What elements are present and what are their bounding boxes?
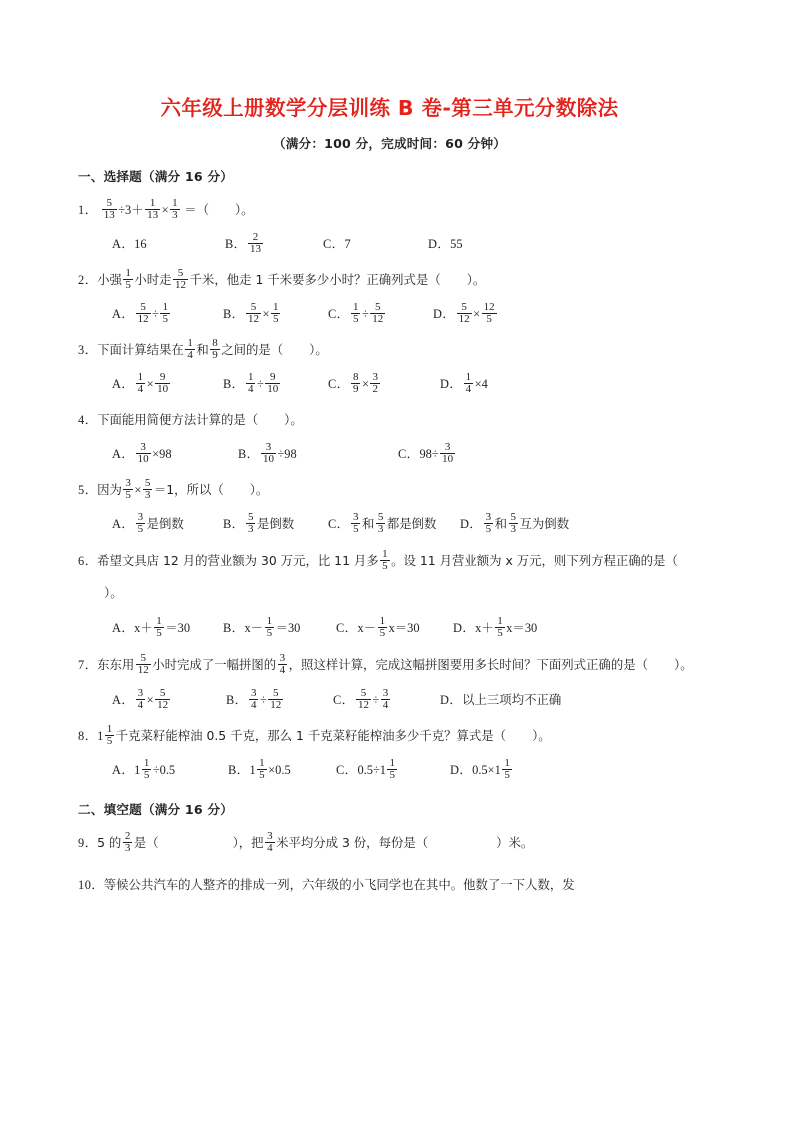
question-dot: ．	[91, 877, 104, 892]
operator: ÷	[259, 692, 267, 707]
question-text: 等候公共汽车的人整齐的排成一列，六年级的小飞同学也在其中。他数了一下人数，发	[103, 876, 575, 892]
fraction: $\frac{5}{12}$	[372, 300, 384, 325]
fraction: $\frac{1}{5}$	[125, 266, 131, 291]
whole-number: 1	[97, 728, 104, 743]
fraction: $\frac{9}{10}$	[157, 370, 169, 395]
question-text: 米平均分成 3 份，每份是（	[276, 834, 429, 850]
question-10	[78, 870, 701, 900]
option-c[interactable]: C．x－ $\frac{1}{5}$ x＝30	[336, 614, 420, 639]
fraction: $\frac{5}{12}$	[137, 300, 149, 325]
fraction: $\frac{3}{5}$	[137, 510, 144, 535]
question-number: 5	[78, 482, 85, 497]
answer-blank-close: ）。	[234, 202, 254, 217]
question-text: 因为	[97, 481, 122, 497]
page-title: 六年级上册数学分层训练 B 卷-第三单元分数除法	[160, 96, 619, 120]
exam-meta-subtitle: （满分：100 分，完成时间：60 分钟）	[272, 135, 507, 151]
question-text: ），把	[232, 834, 264, 850]
operator: ＝30	[165, 620, 191, 635]
fraction: $\frac{1}{5}$	[272, 300, 279, 325]
question-text: ）。	[249, 481, 269, 497]
question-5-options	[78, 509, 701, 539]
option-c[interactable]: C．98÷ $\frac{3}{10}$	[398, 440, 454, 465]
question-text[interactable]: ，照这样计算，完成这幅拼图要用多长时间？下面列式正确的是（	[288, 656, 648, 672]
operator: ×	[262, 306, 270, 321]
question-text: 小时完成了一幅拼图的	[152, 656, 277, 672]
option-b[interactable]: B．1 $\frac{1}{5}$ ×0.5	[228, 756, 291, 781]
option-text: 以上三项均不正确	[462, 691, 562, 707]
option-a[interactable]: A． $\frac{5}{12}$ ÷ $\frac{1}{5}$	[112, 300, 168, 325]
question-1-options	[78, 229, 701, 259]
operator: ÷	[361, 306, 369, 321]
option-d[interactable]: D．0.5×1 $\frac{1}{5}$	[450, 756, 510, 781]
fraction: $\frac{3}{2}$	[372, 370, 378, 395]
question-8	[78, 721, 701, 751]
option-b[interactable]: B． $\frac{1}{4}$ ÷ $\frac{9}{10}$	[223, 370, 279, 395]
question-dot: ．	[84, 728, 98, 743]
option-a[interactable]: A． $\frac{3}{10}$ ×98	[112, 440, 172, 465]
fraction: $\frac{1}{4}$	[465, 370, 472, 395]
fraction: $\frac{1}{4}$	[187, 336, 193, 361]
fraction: $\frac{1}{5}$	[266, 614, 273, 639]
fraction: $\frac{3}{4}$	[250, 686, 257, 711]
fraction: $\frac{3}{5}$	[125, 476, 131, 501]
option-a[interactable]: A．1 $\frac{1}{5}$ ÷0.5	[112, 756, 176, 781]
question-6	[78, 545, 701, 609]
fraction: $\frac{5}{12}$	[157, 686, 169, 711]
fraction: $\frac{1}{5}$	[143, 756, 150, 781]
fraction: $\frac{12}{5}$	[483, 300, 495, 325]
option-d[interactable]: D． $\frac{5}{12}$ × $\frac{12}{5}$	[433, 300, 495, 325]
question-number: 10	[78, 877, 92, 892]
fraction: $\frac{5}{3}$	[377, 510, 384, 535]
fraction: $\frac{1}{5}$	[379, 614, 386, 639]
operator: ×	[361, 376, 369, 391]
operator: ÷0.5	[152, 762, 176, 777]
fraction: $\frac{3}{10}$	[137, 440, 149, 465]
option-c[interactable]: C． $\frac{1}{5}$ ÷ $\frac{5}{12}$	[328, 300, 384, 325]
question-text[interactable]: 千克菜籽能榨油 0.5 千克，那么 1 千克菜籽能榨油多少千克？算式是（	[115, 727, 507, 743]
answer-blank-open[interactable]: ＝（	[184, 202, 209, 217]
fraction: $\frac{3}{5}$	[352, 510, 359, 535]
option-a[interactable]: A． $\frac{3}{4}$ × $\frac{5}{12}$	[112, 686, 169, 711]
operator: 0.5÷1	[357, 762, 386, 777]
operator: 98÷	[419, 446, 439, 461]
question-number: 9	[78, 835, 85, 850]
fraction: $\frac{1}{5}$	[504, 756, 510, 781]
question-text: ）米。	[496, 834, 534, 850]
option-d[interactable]: D．以上三项均不正确	[440, 691, 562, 707]
question-7-options	[78, 685, 701, 715]
option-b[interactable]: B． $\frac{5}{3}$ 是倒数	[223, 510, 295, 535]
whole-number: 1	[134, 762, 141, 777]
fraction: $\frac{3}{4}$	[382, 686, 389, 711]
option-text: 是倒数	[256, 515, 295, 531]
section-heading-fill-blank: 二、填空题（满分 16 分）	[78, 801, 234, 817]
operator: 0.5×1	[472, 762, 501, 777]
question-8-options	[78, 755, 701, 785]
question-dot: ．	[84, 342, 98, 357]
operator: ÷	[152, 306, 159, 321]
option-c[interactable]: C． $\frac{5}{12}$ ÷ $\frac{3}{4}$	[333, 686, 389, 711]
question-number: 2	[78, 272, 85, 287]
question-text[interactable]: 。设 11 月营业额为 x 万元，则下列方程正确的是（	[391, 552, 678, 568]
question-text: ）。	[104, 584, 123, 600]
fraction: $\frac{5}{12}$	[175, 266, 187, 291]
question-number: 1	[78, 202, 85, 217]
question-number: 8	[78, 728, 85, 743]
fraction: $\frac{2}{3}$	[124, 829, 131, 854]
operator: ×	[473, 306, 481, 321]
option-d[interactable]: D．55	[428, 236, 463, 251]
question-text[interactable]: 千米，他走 1 千米要多少小时？正确列式是（	[189, 271, 441, 287]
fraction: $\frac{5}{12}$	[270, 686, 282, 711]
fraction: $\frac{1}{4}$	[247, 370, 254, 395]
option-c[interactable]: C． $\frac{3}{5}$ 和 $\frac{5}{3}$ 都是倒数	[328, 510, 437, 535]
operator: ×	[161, 202, 169, 217]
fraction: $\frac{3}{4}$	[267, 829, 273, 854]
option-a[interactable]: A．16	[112, 236, 147, 251]
option-d[interactable]: D． $\frac{3}{5}$ 和 $\frac{5}{3}$ 互为倒数	[460, 510, 570, 535]
operator: ×	[146, 692, 154, 707]
question-6-options	[78, 613, 701, 643]
question-text: 5 的	[97, 834, 122, 850]
fraction: $\frac{1}{5}$	[259, 756, 265, 781]
option-b[interactable]: B． $\frac{5}{12}$ × $\frac{1}{5}$	[223, 300, 279, 325]
question-text: ）。	[674, 656, 693, 672]
fraction: $\frac{9}{10}$	[267, 370, 279, 395]
option-b[interactable]: B． $\frac{3}{10}$ ÷98	[238, 440, 297, 465]
option-a[interactable]: A．x＋ $\frac{1}{5}$ ＝30	[112, 614, 191, 639]
operator: ×98	[152, 446, 172, 461]
option-text: 互为倒数	[519, 515, 570, 531]
question-4	[78, 405, 701, 435]
option-d[interactable]: D．x＋ $\frac{1}{5}$ x＝30	[453, 614, 538, 639]
option-c[interactable]: C．0.5÷1 $\frac{1}{5}$	[336, 756, 395, 781]
option-text: 和	[494, 515, 508, 531]
fraction: $\frac{8}{9}$	[212, 336, 218, 361]
question-2	[78, 265, 701, 295]
option-text: 都是倒数	[386, 515, 437, 531]
question-number: 4	[78, 412, 85, 427]
fraction: $\frac{3}{5}$	[485, 510, 492, 535]
fraction: $\frac{5}{12}$	[247, 300, 259, 325]
operator: ÷3＋	[118, 202, 144, 217]
question-number: 7	[78, 657, 85, 672]
question-dot: ．	[84, 553, 98, 568]
question-5	[78, 475, 701, 505]
question-1	[78, 195, 701, 225]
fraction: $\frac{1}{5}$	[352, 300, 359, 325]
option-text: 和	[361, 515, 375, 531]
option-a[interactable]: A． $\frac{3}{5}$ 是倒数	[112, 510, 184, 535]
operator: x＋	[134, 620, 153, 635]
option-c[interactable]: C．7	[323, 236, 351, 251]
question-text[interactable]: 之间的是（	[221, 341, 284, 357]
operator: ×	[146, 376, 154, 391]
operator: ×	[134, 482, 142, 497]
option-b[interactable]: B． $\frac{2}{13}$	[225, 230, 261, 255]
fraction: $\frac{1}{13}$	[147, 196, 159, 221]
option-d[interactable]: D． $\frac{1}{4}$ ×4	[440, 370, 488, 395]
question-number: 3	[78, 342, 85, 357]
question-number: 6	[78, 553, 85, 568]
question-4-options	[78, 439, 701, 469]
question-2-options	[78, 299, 701, 329]
question-text: 小强	[97, 271, 122, 287]
fraction: $\frac{1}{5}$	[162, 300, 168, 325]
fraction: $\frac{1}{5}$	[382, 547, 388, 572]
question-dot: ．	[84, 482, 98, 497]
fraction: $\frac{3}{4}$	[137, 686, 144, 711]
whole-number: 1	[249, 762, 256, 777]
fraction: $\frac{5}{3}$	[247, 510, 254, 535]
option-text: 是倒数	[146, 515, 184, 531]
question-text: 东东用	[97, 656, 135, 672]
section-heading-choice: 一、选择题（满分 16 分）	[78, 168, 234, 184]
operator: ÷98	[277, 446, 297, 461]
option-a[interactable]: A． $\frac{1}{4}$ × $\frac{9}{10}$	[112, 370, 169, 395]
question-text: 是（	[133, 834, 159, 850]
question-3	[78, 335, 701, 365]
operator: x－	[357, 620, 377, 635]
fraction: $\frac{5}{3}$	[144, 476, 151, 501]
fraction: $\frac{1}{5}$	[497, 614, 503, 639]
operator: x＝30	[388, 620, 420, 635]
fraction: $\frac{5}{13}$	[103, 196, 115, 221]
question-dot: ．	[84, 202, 98, 217]
fraction: $\frac{1}{3}$	[172, 196, 178, 221]
question-dot: ．	[84, 412, 98, 427]
operator: x＝30	[506, 620, 538, 635]
operator: x－	[244, 620, 264, 635]
operator: ＝30	[275, 620, 301, 635]
question-dot: ．	[84, 657, 98, 672]
fraction: $\frac{5}{3}$	[510, 510, 517, 535]
question-text[interactable]: 下面能用简便方法计算的是（	[97, 411, 259, 427]
fraction: $\frac{3}{10}$	[262, 440, 274, 465]
fraction: $\frac{5}{12}$	[357, 686, 369, 711]
operator: x＋	[475, 620, 494, 635]
fraction: $\frac{5}{12}$	[458, 300, 470, 325]
fraction: $\frac{3}{4}$	[279, 651, 286, 676]
operator: ÷	[256, 376, 264, 391]
fraction: $\frac{2}{13}$	[249, 230, 261, 255]
fraction: $\frac{1}{5}$	[389, 756, 395, 781]
fraction: $\frac{5}{12}$	[137, 651, 149, 676]
question-text: 下面计算结果在	[97, 341, 184, 357]
question-text: 希望文具店 12 月的营业额为 30 万元，比 11 月多	[97, 552, 379, 568]
question-text: ）。	[309, 341, 328, 357]
question-9	[78, 828, 701, 858]
question-dot: ．	[84, 272, 98, 287]
question-text: ）。	[284, 411, 303, 427]
operator: ×0.5	[268, 762, 291, 777]
question-text: ）。	[466, 271, 486, 287]
fraction: $\frac{8}{9}$	[352, 370, 359, 395]
question-3-options	[78, 369, 701, 399]
operator: ÷	[372, 692, 380, 707]
option-b[interactable]: B． $\frac{3}{4}$ ÷ $\frac{5}{12}$	[226, 686, 282, 711]
fraction: $\frac{1}{5}$	[106, 722, 113, 747]
question-text[interactable]: ＝1，所以（	[153, 481, 224, 497]
fraction: $\frac{1}{4}$	[137, 370, 144, 395]
question-text: ）。	[532, 727, 551, 743]
fraction: $\frac{1}{5}$	[156, 614, 162, 639]
question-text: 小时走	[134, 271, 172, 287]
option-b[interactable]: B．x－ $\frac{1}{5}$ ＝30	[223, 614, 301, 639]
option-c[interactable]: C． $\frac{8}{9}$ × $\frac{3}{2}$	[328, 370, 378, 395]
operator: ×4	[474, 376, 488, 391]
fraction: $\frac{3}{10}$	[442, 440, 454, 465]
question-text: 和	[196, 341, 209, 357]
question-dot: ．	[84, 835, 98, 850]
question-7	[78, 649, 701, 681]
